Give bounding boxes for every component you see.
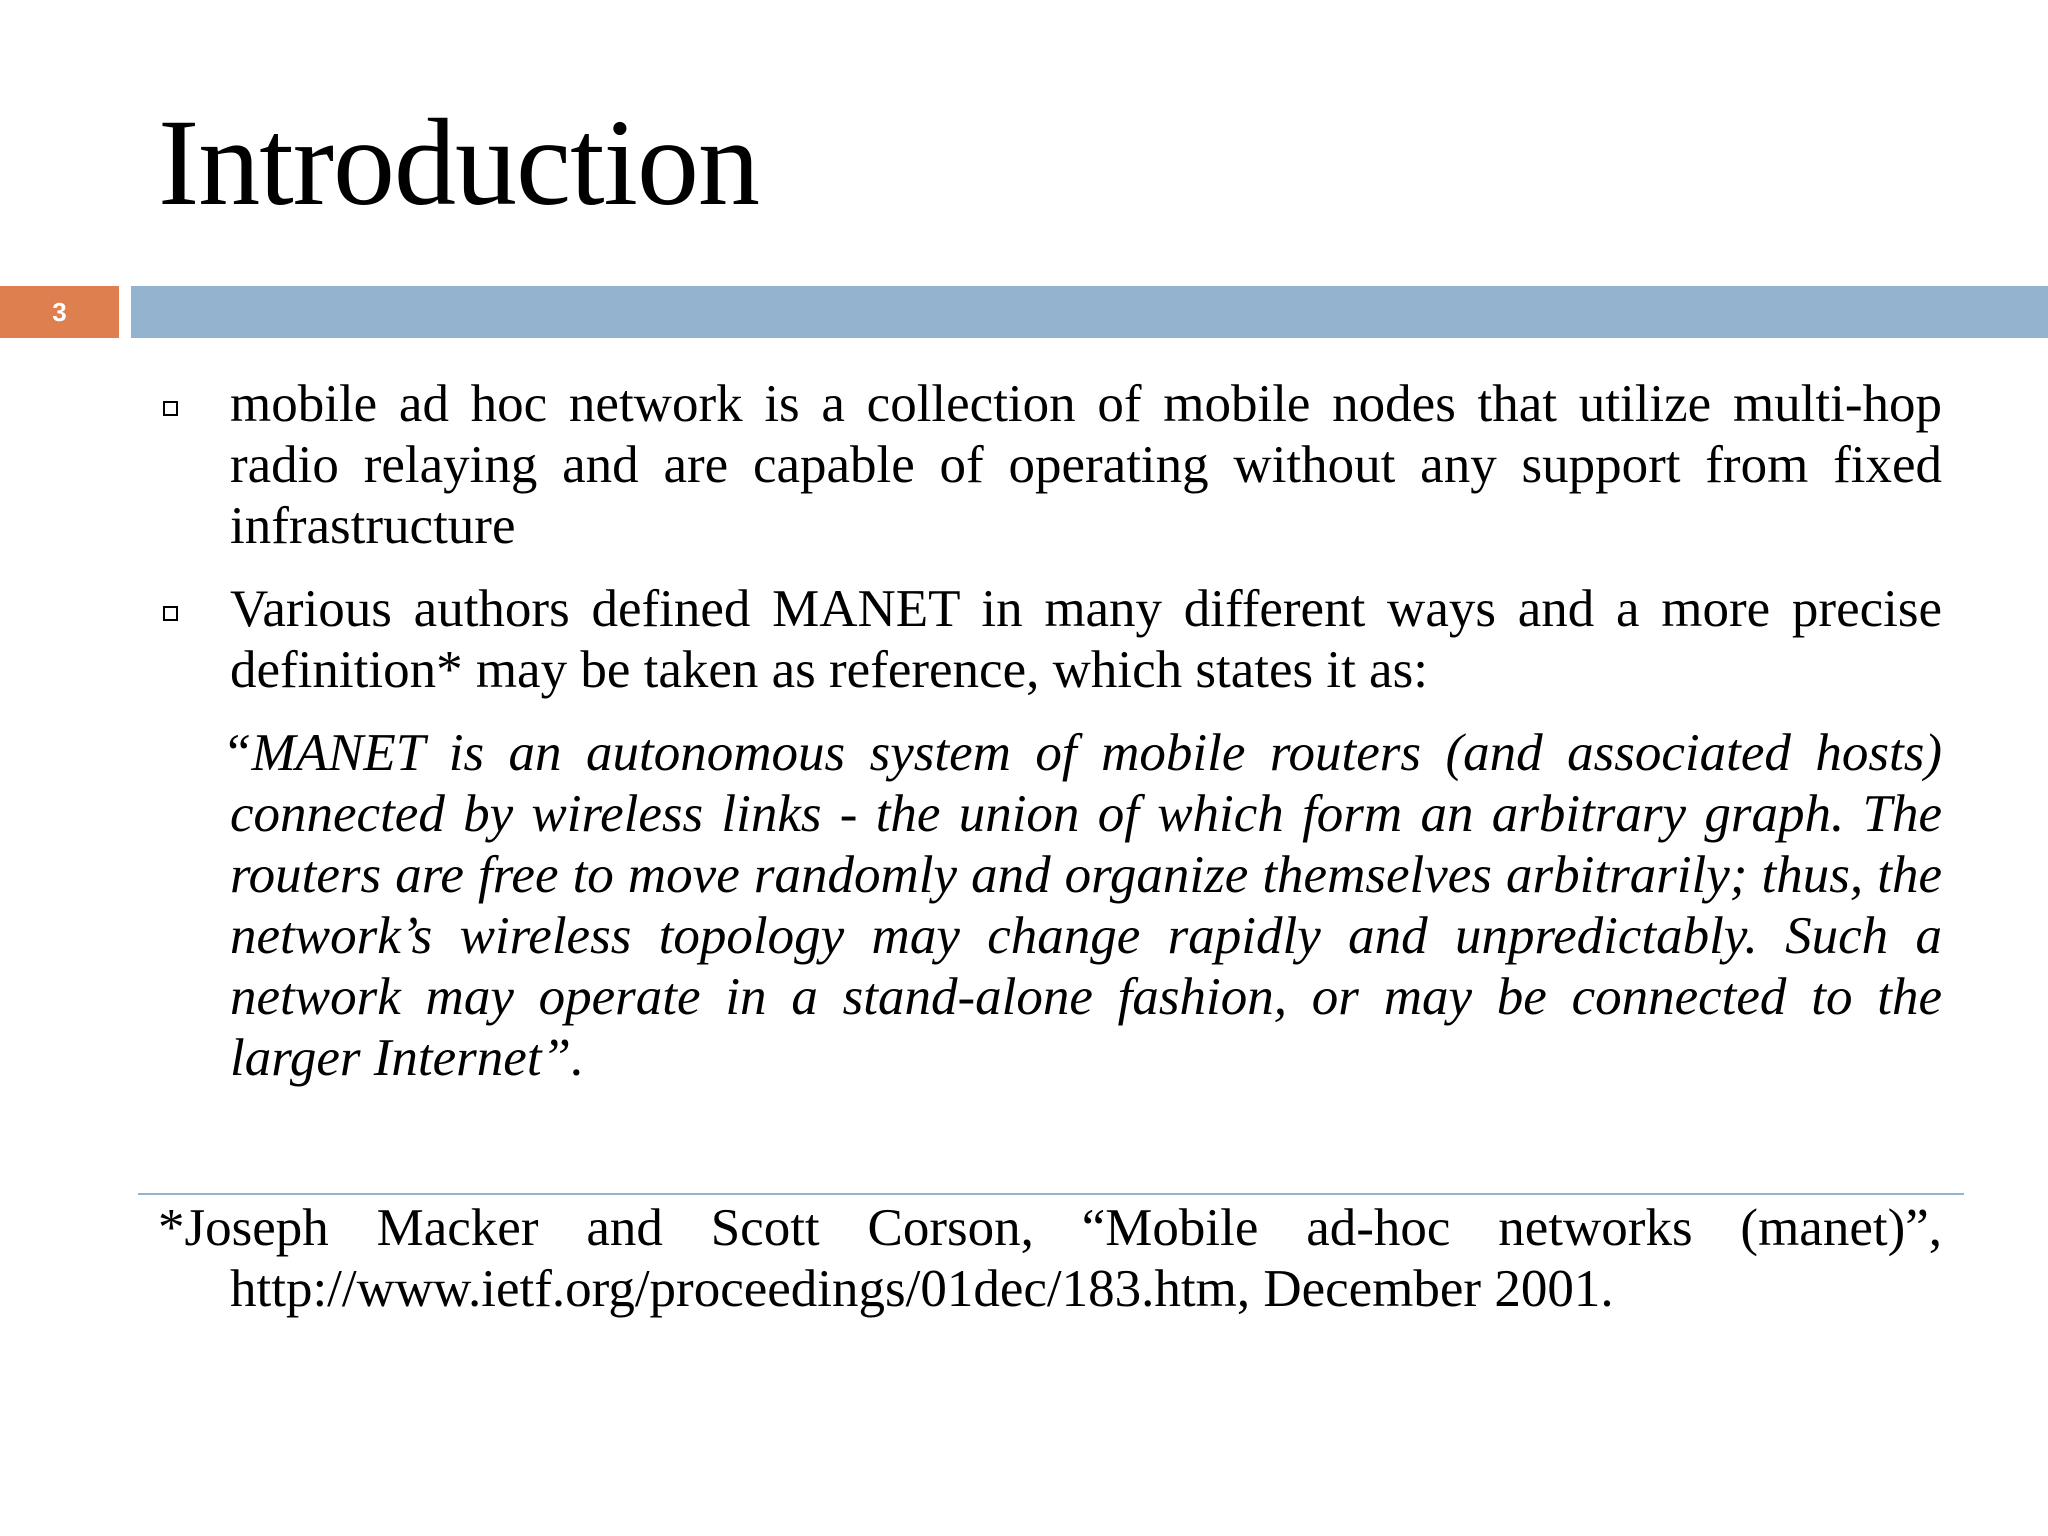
square-bullet-icon — [163, 401, 178, 416]
bullet-text: Various authors defined MANET in many different ways and a more precise definition* may be taken as reference, which states it as: — [230, 580, 1942, 699]
bullet-text: mobile ad hoc network is a collection of mobile nodes that utilize multi-hop radio relaying and are capable of operating without any support from fixed infrastructure — [230, 375, 1942, 555]
square-bullet-icon — [163, 606, 178, 621]
bullet-item — [158, 374, 1942, 557]
slide-number: 3 — [52, 296, 67, 327]
title-accent-bar — [131, 286, 2048, 338]
slide-content — [158, 374, 1942, 1089]
bullet-item — [158, 579, 1942, 701]
slide-title: Introduction — [158, 94, 759, 231]
footnote-citation: *Joseph Macker and Scott Corson, “Mobile ad-hoc networks (manet)”, http://www.ietf.org/proceedings/01dec/183.htm, December 2001. — [158, 1199, 1942, 1318]
footnote-divider — [138, 1193, 1964, 1195]
definition-quote: “MANET is an autonomous system of mobile routers (and associated hosts) connected by wireless links - the union of which form an arbitrary graph. The routers are free to move randomly and organize themselves arbitrarily; thus, the network’s wireless topology may change rapidly and unpredictably. Such a network may operate in a stand-alone fashion, or may be connected to the larger Internet”. — [222, 724, 1942, 1087]
slide-number-badge — [0, 286, 119, 338]
